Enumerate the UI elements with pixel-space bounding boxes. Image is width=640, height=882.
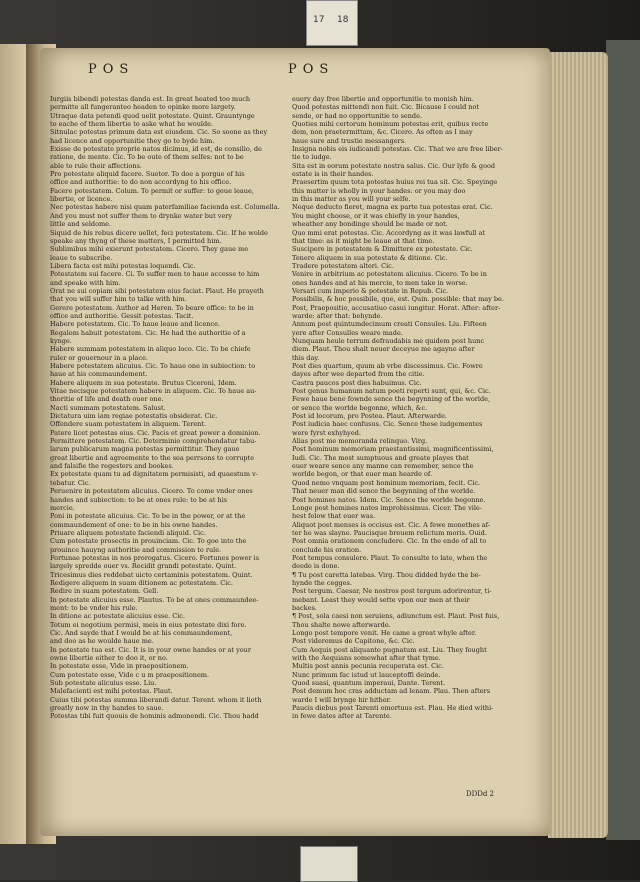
- text-line: haue at his commaundement.: [50, 370, 148, 379]
- text-line: office and authoritie. Gessit potestas. Tacit.: [50, 311, 194, 320]
- ruler-mark: 17: [313, 15, 325, 25]
- text-line: worlde begon, or that euer man hearde of.: [292, 470, 433, 479]
- text-line: euery day free libertie and opportunitie to monish him.: [292, 95, 474, 103]
- text-line: Patere licet potestas eius. Cic. Pacis et great power a dominion.: [50, 428, 261, 437]
- text-line: Quoties mihi certorum hominum potestas erit, quibus recte: [292, 120, 489, 129]
- text-line: Nunquam heule terrum defraudabis me quidem post hunc: [292, 336, 485, 345]
- text-line: Venire in arbitrium ac potestatem alicuius. Cicero. To be in: [292, 270, 487, 279]
- text-line: Post videremus de Capitone, &c. Cic.: [292, 637, 415, 646]
- text-line: greatly now in thy handes to saue.: [50, 704, 164, 713]
- text-line: deede is done.: [292, 562, 340, 571]
- text-line: Libera facta est mihi potestas loquendi. Cic.: [50, 261, 196, 270]
- text-line: ones handes and at his mercie, to men take in worse.: [292, 278, 468, 287]
- text-line: this matter is wholly in your handes: or you may doo: [292, 186, 466, 195]
- text-line: that you will suffer him to talke with him.: [50, 295, 187, 304]
- text-line: Sub potestate alicuius esse. Liu.: [50, 679, 157, 688]
- text-line: Ex potestate quam tu ad dignitatem permisisti, ad quaestum v-: [50, 470, 258, 479]
- text-line: Tricesimus dies reddebat uicto certaminis potestatem. Quint.: [50, 570, 253, 579]
- text-line: Thou shalte nowe afterwarde.: [292, 620, 391, 629]
- text-line: Post dies quartum, quum ab vrbe discessimus. Cic. Fowre: [292, 362, 483, 370]
- text-line: were fyrst exhyhyed.: [292, 428, 361, 437]
- text-line: office and authoritie: to do non accordyng to his office.: [50, 178, 232, 187]
- text-line: Gerere potestatem. Author ad Heren. To beare office: to be in: [50, 303, 254, 312]
- text-line: Cic. And sayde that I would be at his commaundement,: [50, 629, 233, 637]
- text-line: Sitnulac potestas primum data est eiusdem. Cic. So soone as they: [50, 128, 268, 137]
- text-line: Longe post homines natos improbissimus. Cicer. The vile-: [292, 503, 482, 512]
- text-line: Quod nemo vnquam post hominum memoriam, fecit. Cic.: [292, 478, 481, 487]
- text-line: leaue to subscribe.: [50, 253, 113, 262]
- text-line: hynde the cegges.: [292, 578, 352, 587]
- text-line: had licence and opportunitie they go to byde him.: [50, 136, 215, 145]
- text-line: Cum potestate prosectis in prouinciam. Cic. To goe into the: [50, 537, 247, 546]
- text-line: Post genus humanum natum poeti reperti sunt, qui, &c. Cic.: [292, 387, 491, 396]
- text-line: and falsifie the regesters and bookes.: [50, 462, 174, 471]
- text-line: larum publicarum magna potestas permittitur. They gaue: [50, 445, 240, 454]
- text-line: Possibilis, & hoc possibile, que, est. Quin. possible: that may be.: [292, 295, 504, 304]
- text-line: Regalem habuit potestatem. Cic. He had the authoritie of a: [50, 328, 246, 337]
- text-line: Cum potestate esse, Vide c u m praepositionem.: [50, 670, 210, 679]
- text-line: Redire in suam potestatem. Gell.: [50, 587, 159, 596]
- text-line: Habere summam potestatem in aliquo loco. Cic. To be chiefe: [50, 345, 251, 354]
- text-line: Siquid de his rebus dicere uellet, feci potestatem. Cic. If he wolde: [50, 228, 268, 237]
- text-line: Quod potestas mittendi non fuit. Cic. Bicause I could not: [292, 103, 480, 112]
- text-line: Annum post quintumdecimum creati Consules. Liu. Fifteen: [292, 320, 487, 329]
- text-line: warde: after that: behynde.: [292, 311, 383, 320]
- text-line: Priuare aliquem potestate faciendi aliquid. Cic.: [50, 528, 206, 537]
- text-line: Iurgiis bibendi potestas danda est. In great heated too much: [50, 95, 251, 103]
- signature-mark: DDDd 2: [466, 790, 494, 798]
- text-line: Poni in potestate alicuius. Cic. To be in the power, or at the: [50, 512, 246, 521]
- text-line: Utraque data petendi quod uelit potestate. Quint. Grauntynge: [50, 111, 255, 120]
- text-line: Castra paucos post dies habuimus. Cic.: [292, 378, 422, 387]
- text-line: mebant. Least they would sette vpon our men at their: [292, 595, 470, 604]
- text-line: Multis post annis pecunia recuperata est. Cic.: [292, 662, 444, 671]
- text-line: Insigna nobis eis iudicandi potestas. Cic. That we are free liber-: [292, 145, 503, 154]
- text-line: Orat ne sui copiam sibi potestatem eius faciat. Plaut. He prayeth: [50, 286, 264, 295]
- text-line: and speake with him.: [50, 278, 121, 287]
- text-line: conclude his oration.: [292, 545, 362, 554]
- text-line: Nec potestas habere nisi quam paterfamiliae facienda est. Columella.: [50, 203, 280, 212]
- text-line: Potestas tibi fuit quouis de hominis admonendi. Cic. Thou hadd: [50, 712, 259, 721]
- text-line: handes and subiection: to be at ones rule: to be at his: [50, 495, 228, 504]
- text-line: great libertie and agreemente to the sea perrsons to corrupte: [50, 453, 255, 462]
- text-line: Exisse de potestate proprie natos dicimus, id est, de consilio, de: [50, 145, 262, 154]
- text-line: Suscipere in potestatem & Dimittere ex potestate. Cic.: [292, 245, 473, 254]
- text-line: ¶ Post, sola caesi non seruiens, adiunctum est. Plaut. Post fuis,: [292, 612, 500, 621]
- text-line: Facere potestatem. Colum. To permit or suffer: to geue leaue,: [50, 186, 254, 195]
- book-cover: [606, 40, 640, 840]
- text-line: diem. Plaut. Thou shalt neuer deceyue me agayne after: [292, 345, 475, 354]
- text-line: In potestate esse, Vide in praepositionem.: [50, 662, 189, 671]
- text-line: Habere aliquem in sua potestate. Brutus Ciceroni, Idem.: [50, 378, 237, 387]
- text-line: ter he was slayne. Paucisque breuem relictum moris. Ouid.: [292, 528, 487, 537]
- text-line: Pro potestate aliquid facere. Suetor. To doe a porgue of his: [50, 170, 245, 179]
- text-line: Post id locorum, pro Postea. Plaut. Afterwarde.: [292, 412, 447, 421]
- text-line: Paucis diebus post Tarenti emortuus est. Plau. He died withi-: [292, 704, 494, 713]
- running-head-left: POS: [88, 62, 135, 77]
- measurement-ruler-bottom: [300, 846, 358, 882]
- text-line: speake any thyng of these matters, I permitted him.: [50, 236, 222, 245]
- text-line: wheather any bondinge should be made or not.: [292, 220, 448, 229]
- text-line: ruler or gouernour in a place.: [50, 353, 149, 362]
- left-text-column: [50, 95, 285, 721]
- text-line: thoritie of life and death ouer one.: [50, 395, 164, 404]
- ruler-mark: 18: [337, 15, 349, 25]
- text-line: Nacti summam potestatem. Salust.: [50, 403, 166, 412]
- text-line: libertie, or licence.: [50, 195, 113, 204]
- text-line: commaundement of one: to be in his owne handes.: [50, 520, 218, 529]
- text-line: or sence the worlde begonne, which, &c.: [292, 403, 428, 412]
- text-line: Neque deducto fieret, magna ex parte tua potestas erat. Cic.: [292, 203, 493, 212]
- text-line: tie to iudge.: [292, 153, 332, 162]
- text-line: Peruenire in potestatem alicuius. Cicero. To come vnder ones: [50, 487, 253, 496]
- text-line: Versari cum imperio & potestate in Repub. Cic.: [292, 286, 449, 295]
- text-line: Permittere potestatem. Cic. Determinio comprehendatur tabu-: [50, 437, 257, 446]
- text-line: Post iudicia haec confusus. Cic. Sence these iudgementes: [292, 420, 483, 429]
- text-line: warde I will brynge hir hither.: [292, 695, 392, 704]
- text-line: kynge.: [50, 336, 72, 345]
- text-line: Fewe haue bene fownde sence the begynning of the worlde,: [292, 395, 491, 404]
- text-line: In potestate alicuius esse. Plautus. To be at ones commaundee-: [50, 595, 259, 604]
- text-line: Cum Aequis post aliquanto pugnatum est. Liu. They fought: [292, 645, 487, 654]
- text-line: Post hominum memoriam praestantissimi, magnificentissimi,: [292, 445, 494, 454]
- text-line: In ditione ac potestate alicuius esse. Cic.: [50, 612, 186, 621]
- text-line: hest felow that euer was.: [292, 512, 376, 521]
- text-line: You might choose, or it was chiefly in your handes,: [292, 211, 460, 220]
- text-line: Nunc primum fac istud ut lauceptoffi deinde.: [292, 670, 441, 679]
- text-line: Redigere aliquem in suam ditionem ac potestatem. Cic.: [50, 578, 233, 587]
- text-line: Post tergum. Caesar, Ne nostros post tergum adorirentur, ti-: [292, 587, 492, 596]
- page-stack-edge: [548, 52, 608, 838]
- text-line: Longo post tempore venit. He came a great whyle after.: [292, 629, 477, 637]
- text-line: Tradere potestatem alteri. Cic.: [292, 261, 394, 270]
- text-line: largely spredde ouer vs. Recidit grandi potestate. Quint.: [50, 562, 237, 571]
- text-line: dayes after wee departed from the citie.: [292, 370, 425, 379]
- text-line: ment: to be vnder his rule.: [50, 603, 138, 612]
- text-line: Quo mmi erat potestas. Cic. Accordyng as it was lawfull at: [292, 228, 486, 237]
- text-line: dem, non praetermittam, &c. Cicero. As often as I may: [292, 128, 473, 137]
- text-line: in fewe dates after at Tarente.: [292, 712, 392, 721]
- text-line: prouince hauyng authoritie and commission to rule.: [50, 545, 222, 554]
- text-line: euer weare sence any manne can remember, sence the: [292, 462, 474, 471]
- text-line: Sublimibus mihi exierunt potestatem. Cicero. They gaue me: [50, 245, 249, 254]
- text-line: Alias post me memoranda relinquo. Virg.: [292, 437, 428, 446]
- running-head-right: POS: [288, 62, 335, 77]
- text-line: tebatur. Cic.: [50, 478, 91, 487]
- text-line: Tenere aliquem in sua potestate & ditione. Cic.: [292, 253, 448, 262]
- text-line: owne libertie either to doo it, or no.: [50, 654, 168, 663]
- text-line: Post demum hoc cras adductam ad lenam. Plau. Then afters: [292, 687, 491, 696]
- right-text-column: [292, 95, 538, 721]
- text-line: And you must not suffer them to drynke water but very: [50, 211, 233, 220]
- text-line: Dictatura uim iam regiae potestatis obsiderat. Cic.: [50, 412, 218, 421]
- text-line: Potestatem sui facere. Ci. To suffer men to haue accesse to him: [50, 270, 260, 279]
- text-line: Habere potestatem alicuius. Cic. To haue one in subiection: to: [50, 362, 256, 370]
- measurement-ruler: [306, 0, 358, 46]
- text-line: Malefacienti est mihi potestas. Plaut.: [50, 687, 173, 696]
- text-line: Iudi. Cic. The most sumptuous and greate playes that: [292, 453, 469, 462]
- text-line: That neuer man did sence the begynning of the worlde.: [292, 487, 476, 496]
- text-line: haue sure and trustie messangers.: [292, 136, 407, 145]
- facing-page-edge: [0, 44, 26, 844]
- text-line: Post tempus consulere. Plaut. To consulte to late, when the: [292, 553, 488, 562]
- text-line: mercie.: [50, 503, 75, 512]
- text-line: Fortunae potestas in nos prorogatus. Cicero. Fortunes power is: [50, 553, 260, 562]
- text-line: permitte all fungeranteo headen to opinke more largety.: [50, 103, 236, 112]
- text-line: Totum ei negotium permisi, meis in eius potestate dixi fore.: [50, 620, 247, 629]
- text-line: with the Aequians somewhat after that tyme.: [292, 654, 441, 663]
- text-line: Sita est in eorum potestate nostra salus. Cic. Our lyfe & good: [292, 161, 496, 170]
- text-line: Post omnia orationem concludere. Cic. In the ende of all to: [292, 537, 487, 546]
- text-line: backes.: [292, 603, 317, 612]
- text-line: Aliquot post menses is occisus est. Cic. A fewe monethes af-: [292, 520, 490, 529]
- text-line: little and seldome.: [50, 220, 112, 229]
- text-line: In potestate tua est. Cic. It is in your owne handes or at your: [50, 645, 251, 654]
- text-line: ratione, de mente. Cic. To be oute of them selfes: not to be: [50, 153, 244, 162]
- text-line: sende, or had no opportunitie to sende.: [292, 111, 423, 120]
- text-line: in this matter as you will your selfe.: [292, 195, 411, 204]
- text-line: and doo as he woulde haue me.: [50, 637, 154, 646]
- text-line: estate is in their handes.: [292, 170, 374, 179]
- text-line: Quod suasi, quantum imperaui, Dante. Terent.: [292, 679, 446, 688]
- text-line: Cuius tibi potestas summa liberandi datur. Terent. whom it lieth: [50, 695, 262, 704]
- text-line: Praesertim quum tota potestas huius rei tua sit. Cic. Speyinge: [292, 178, 498, 187]
- text-line: Post, Praepositio, accusatiuo casui iungitur. Horat. After: after-: [292, 303, 501, 312]
- text-line: this day.: [292, 353, 320, 362]
- text-line: ¶ Tu post caretta latebas. Virg. Thou didded hyde the be-: [292, 570, 481, 579]
- text-line: Post homines natos. Idem. Cic. Sence the worlde begonne.: [292, 495, 486, 504]
- text-line: Habere potestatem. Cic. To haue leaue and licence.: [50, 320, 221, 329]
- text-line: to eache of them libertie to aske what he woulde.: [50, 120, 214, 129]
- text-line: Vitae necisque potestatem habere in aliquem. Cic. To haue au-: [50, 387, 257, 396]
- text-line: Offendere suam potestatem in aliquem. Terent.: [50, 420, 207, 429]
- text-line: yere after Consulles weare made.: [292, 328, 403, 337]
- text-line: able to rule their affections.: [50, 161, 142, 170]
- text-line: that time: as it might be leaue at that time.: [292, 236, 435, 245]
